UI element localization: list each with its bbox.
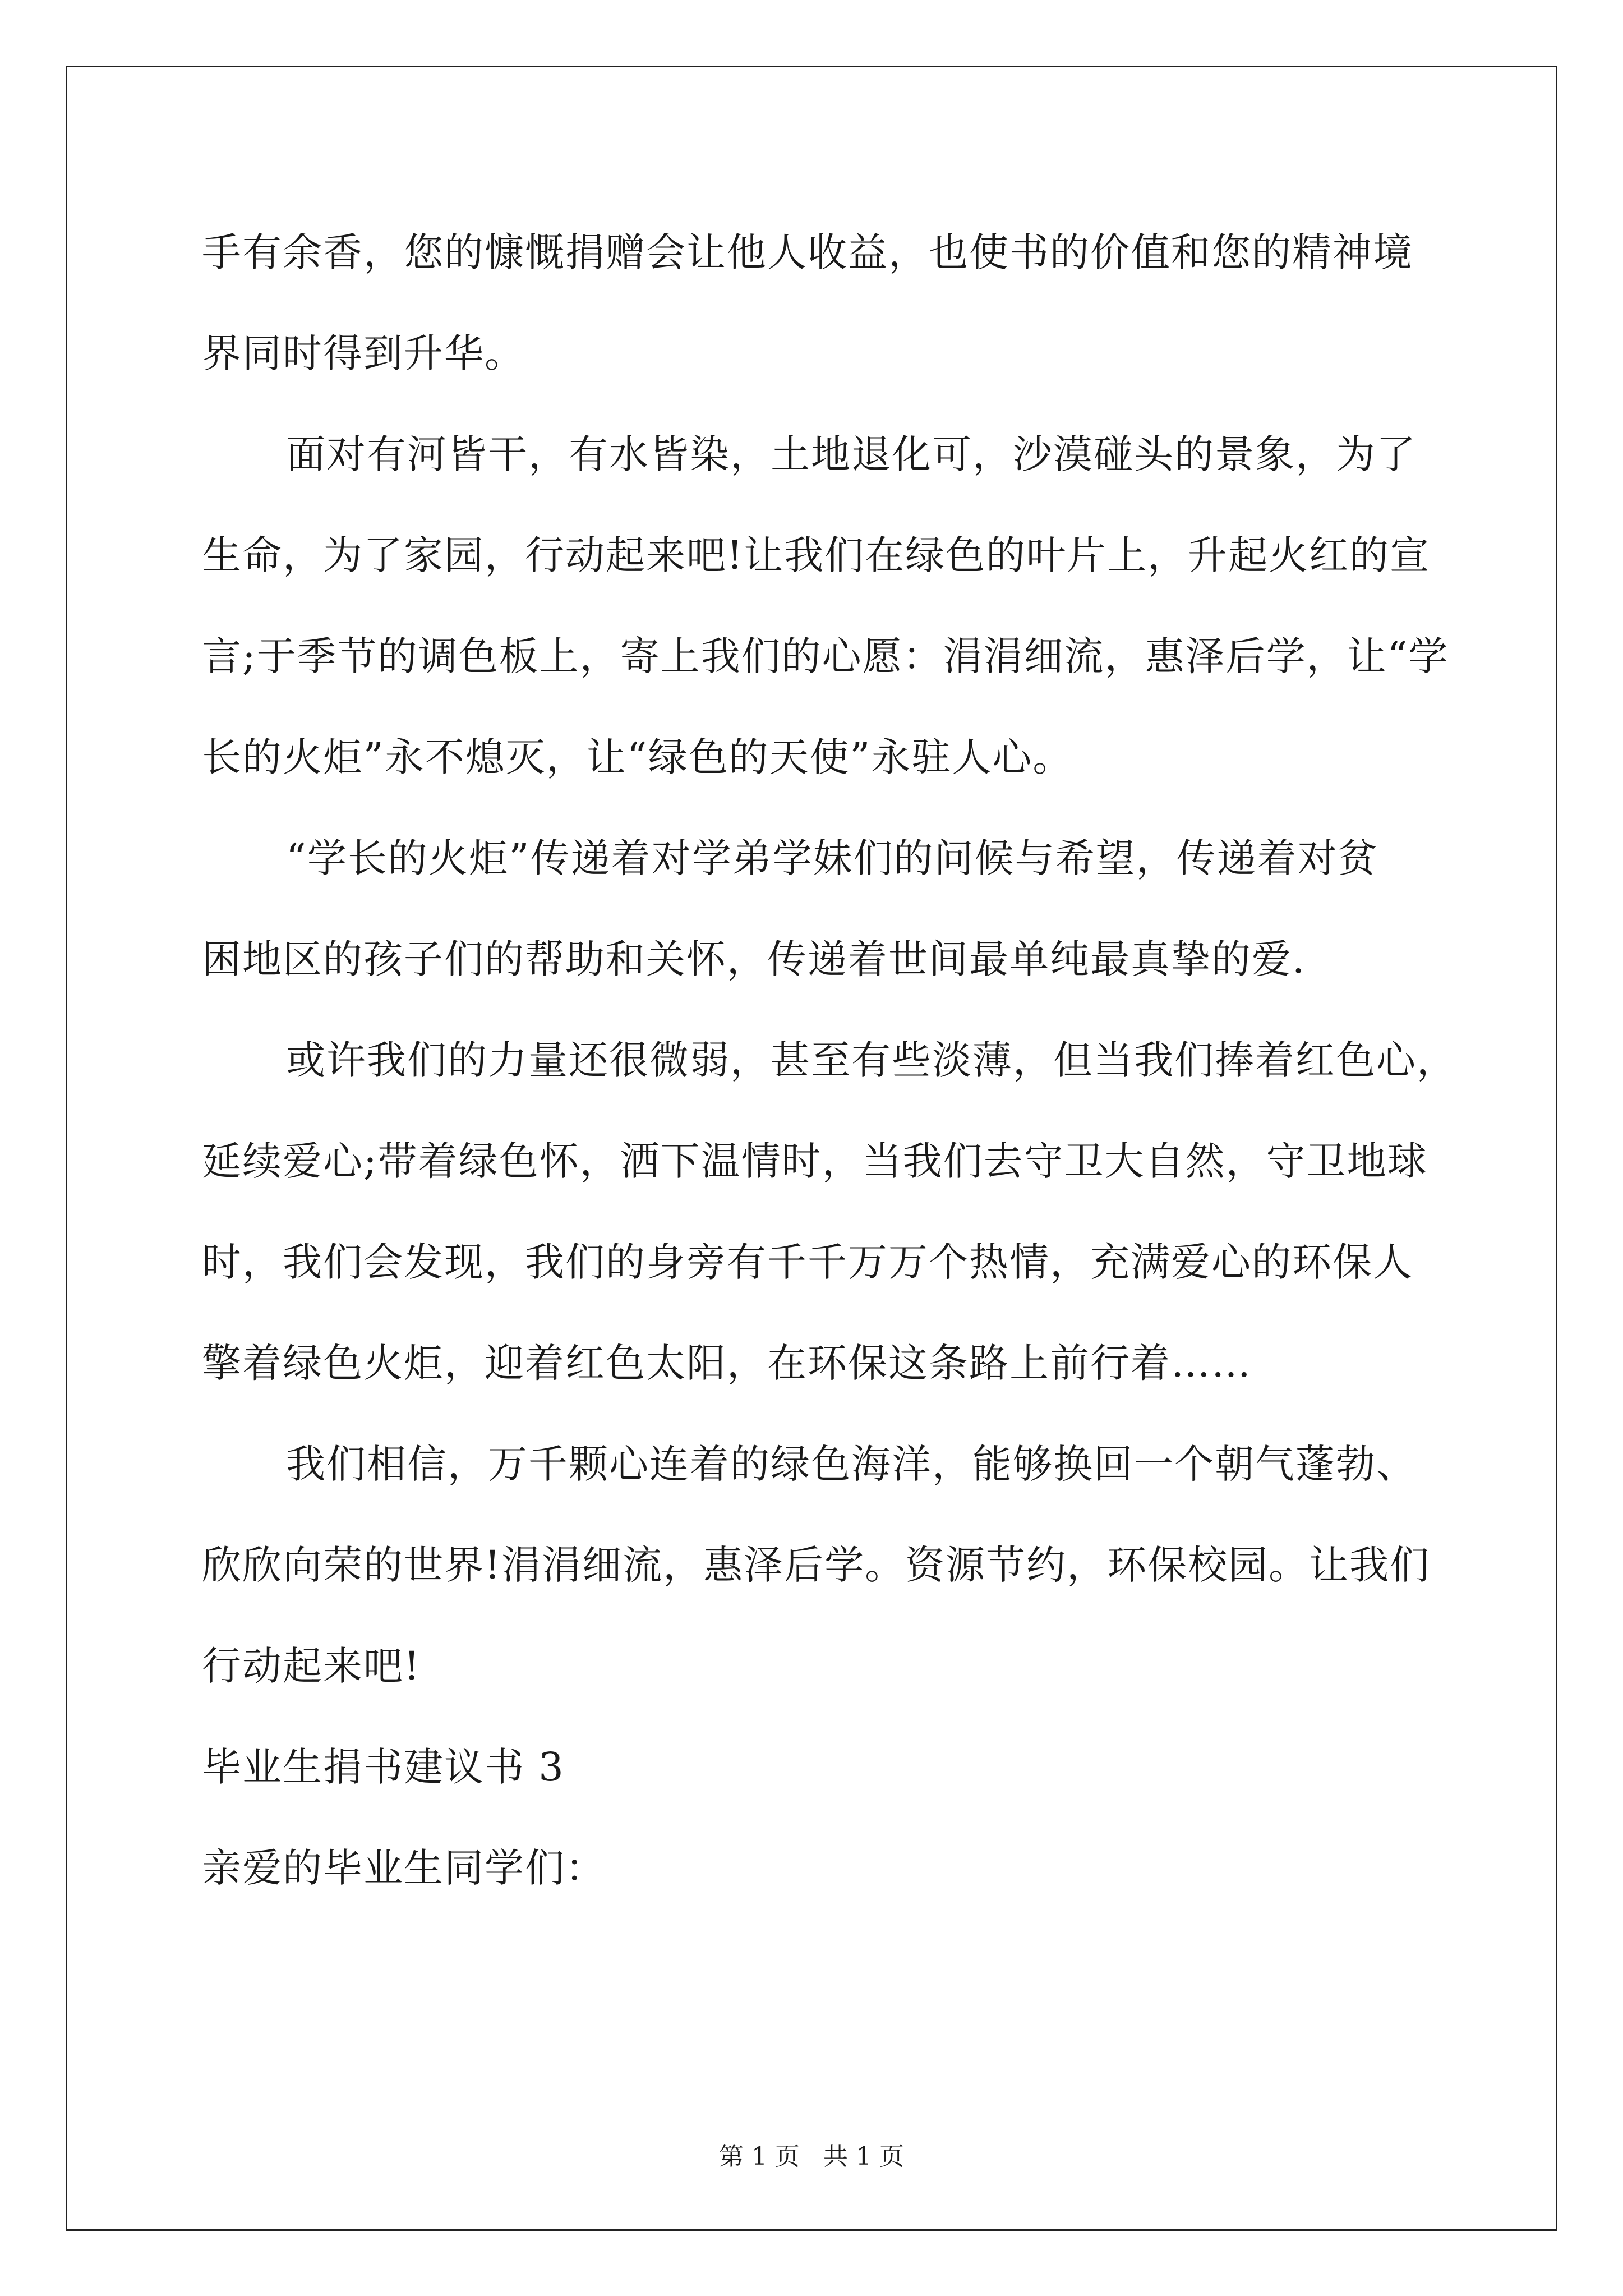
salutation: 亲爱的毕业生同学们： [202,1845,606,1891]
section-heading: 毕业生捐书建议书 3 [202,1744,565,1790]
page-total: 共 1 页 [823,2142,904,2171]
text-line: 延续爱心;带着绿色怀，洒下温情时，当我们去守卫大自然，守卫地球 [202,1138,1428,1184]
page-footer [0,2140,1623,2174]
text-line: 面对有河皆干，有水皆染，土地退化可，沙漠碰头的景象，为了 [286,431,1417,477]
page-number: 第 1 页 [719,2142,800,2171]
text-line: 长的火炬”永不熄灭，让“绿色的天使”永驻人心。 [202,734,1073,780]
text-line: 我们相信，万千颗心连着的绿色海洋，能够换回一个朝气蓬勃、 [286,1441,1417,1487]
text-line: 或许我们的力量还很微弱，甚至有些淡薄，但当我们捧着红色心， [286,1037,1457,1083]
text-line: 擎着绿色火炬，迎着红色太阳，在环保这条路上前行着…… [202,1340,1252,1386]
text-line: 言;于季节的调色板上，寄上我们的心愿：涓涓细流，惠泽后学，让“学 [202,633,1449,679]
text-line: 界同时得到升华。 [202,330,525,376]
text-line: “学长的火炬”传递着对学弟学妹们的问候与希望，传递着对贫 [286,835,1378,881]
document-body [202,202,1457,1918]
text-line: 欣欣向荣的世界!涓涓细流，惠泽后学。资源节约，环保校园。让我们 [202,1542,1431,1588]
text-line: 手有余香，您的慷慨捐赠会让他人收益，也使书的价值和您的精神境 [202,229,1413,275]
text-line: 生命，为了家园，行动起来吧!让我们在绿色的叶片上，升起火红的宣 [202,532,1431,578]
text-line: 困地区的孩子们的帮助和关怀，传递着世间最单纯最真挚的爱. [202,936,1306,982]
text-line: 时，我们会发现，我们的身旁有千千万万个热情，充满爱心的环保人 [202,1239,1413,1285]
text-line: 行动起来吧! [202,1643,421,1689]
